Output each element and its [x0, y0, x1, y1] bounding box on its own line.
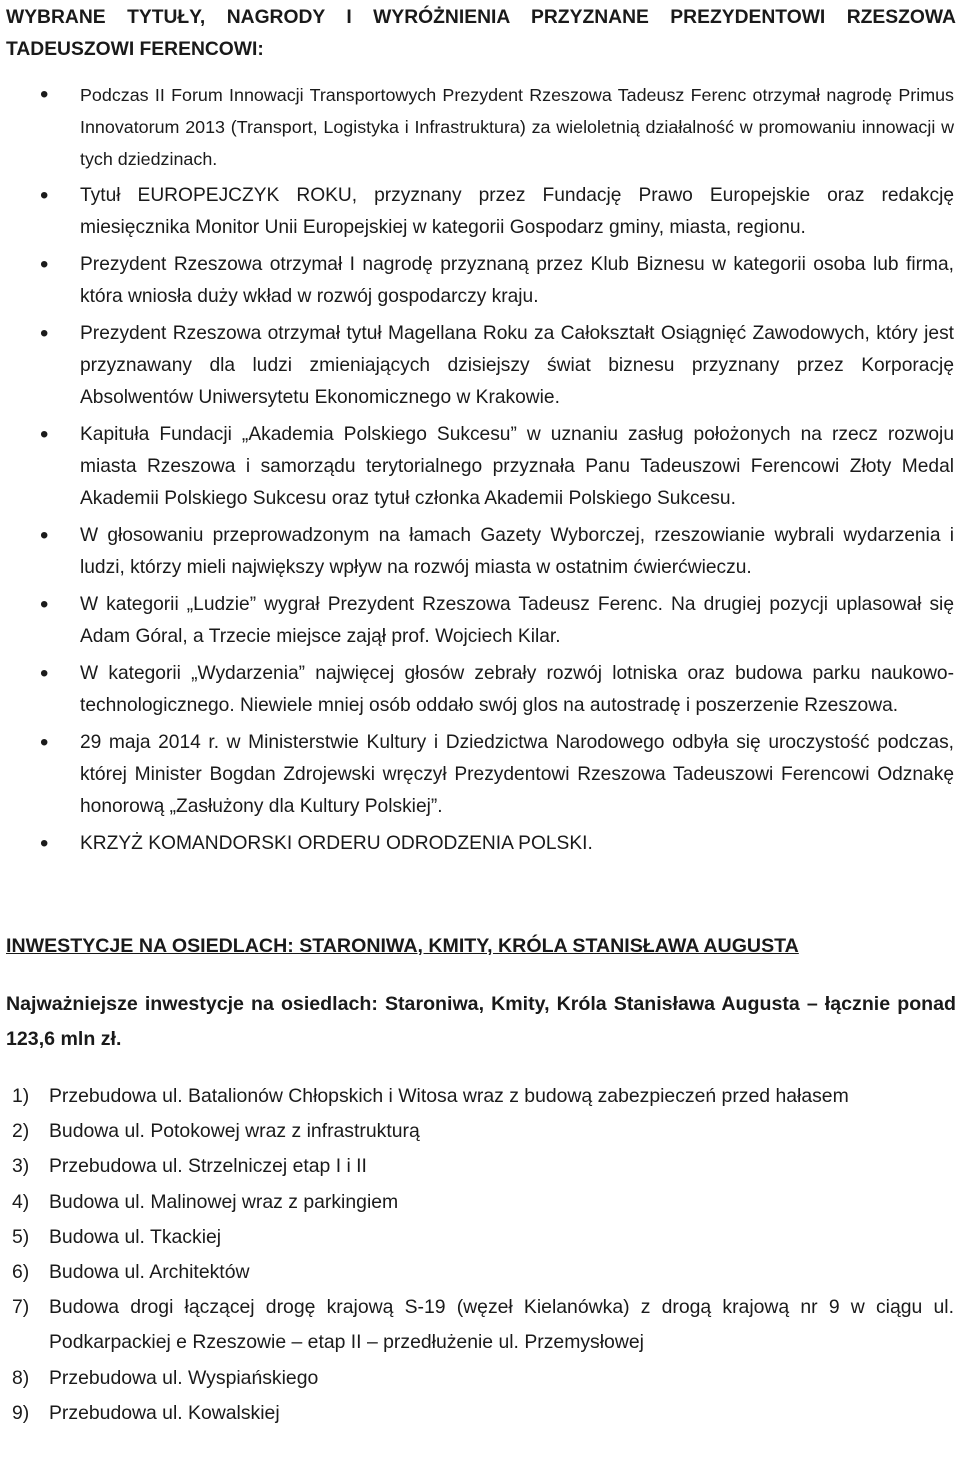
- award-item: • Prezydent Rzeszowa otrzymał I nagrodę przyznaną przez Klub Biznesu w kategorii osoba lub firma, która wniosła duży wkład w rozwój gospodarczy kraju.: [0, 249, 960, 313]
- investment-number: 9): [12, 1401, 30, 1424]
- investment-text: Budowa ul. Malinowej wraz z parkingiem: [49, 1190, 399, 1213]
- award-item: • W kategorii „Ludzie” wygrał Prezydent Rzeszowa Tadeusz Ferenc. Na drugiej pozycji uplasował się Adam Góral, a Trzecie miejsce zajął prof. Wojciech Kilar.: [0, 589, 960, 653]
- investments-heading: INWESTYCJE NA OSIEDLACH: STARONIWA, KMITY, KRÓLA STANISŁAWA AUGUSTA: [6, 935, 799, 957]
- investment-text: Budowa drogi łączącej drogę krajową S-19 (węzeł Kielanówka) z drogą krajową nr 9 w ciągu ul. Podkarpackiej e Rzeszowie – etap II – przedłużenie ul. Przemysłowej: [49, 1296, 954, 1354]
- investment-text: Budowa ul. Architektów: [49, 1261, 250, 1284]
- investment-text: Przebudowa ul. Strzelniczej etap I i II: [49, 1155, 367, 1178]
- award-item: • W głosowaniu przeprowadzonym na łamach Gazety Wyborczej, rzeszowianie wybrali wydarzenia i ludzi, którzy mieli największy wpływ na rozwój miasta w ostatnim ćwierćwieczu.: [0, 520, 960, 584]
- investment-number: 2): [12, 1120, 30, 1143]
- investments-summary: Najważniejsze inwestycje na osiedlach: Staroniwa, Kmity, Króla Stanisława Augusta – łącznie ponad 123,6 mln zł.: [6, 993, 956, 1050]
- awards-list: [0, 79, 960, 865]
- award-item: • Kapituła Fundacji „Akademia Polskiego Sukcesu” w uznaniu zasług położonych na rzecz rozwoju miasta Rzeszowa i samorządu terytorialnego przyznała Panu Tadeuszowi Ferencowi Złoty Medal Akademii Polskiego Sukcesu oraz tytuł członka Akademii Polskiego Sukcesu.: [0, 419, 960, 515]
- investment-text: Przebudowa ul. Wyspiańskiego: [49, 1366, 319, 1389]
- investment-item: [0, 1149, 960, 1184]
- investment-item: [0, 1255, 960, 1290]
- award-item: • W kategorii „Wydarzenia” najwięcej głosów zebrały rozwój lotniska oraz budowa parku naukowo-technologicznego. Niewiele mniej osób oddało swój glos na autostradę i poszerzenie Rzeszowa.: [0, 658, 960, 722]
- award-item: • Podczas II Forum Innowacji Transportowych Prezydent Rzeszowa Tadeusz Ferenc otrzymał nagrodę Primus Innovatorum 2013 (Transport, Logistyka i Infrastruktura) za wieloletnią działalność w promowaniu innowacji w tych dziedzinach.: [0, 79, 960, 175]
- investment-text: Przebudowa ul. Batalionów Chłopskich i Witosa wraz z budową zabezpieczeń przed hałasem: [49, 1085, 849, 1107]
- investment-item: [0, 1114, 960, 1149]
- investment-text: Budowa ul. Potokowej wraz z infrastrukturą: [49, 1120, 420, 1143]
- investment-text: Przebudowa ul. Kowalskiej: [49, 1401, 280, 1424]
- investment-item: [0, 1079, 960, 1114]
- investment-item: [0, 1361, 960, 1396]
- investment-number: 5): [12, 1225, 30, 1248]
- investment-text: Budowa ul. Tkackiej: [49, 1225, 222, 1248]
- investment-number: 8): [12, 1366, 30, 1389]
- award-item: • 29 maja 2014 r. w Ministerstwie Kultury i Dziedzictwa Narodowego odbyła się uroczystość podczas, której Minister Bogdan Zdrojewski wręczył Prezydentowi Rzeszowa Tadeuszowi Ferencowi Odznakę honorową „Zasłużony dla Kultury Polskiej”.: [0, 727, 960, 823]
- award-item: • Tytuł EUROPEJCZYK ROKU, przyznany przez Fundację Prawo Europejskie oraz redakcję miesięcznika Monitor Unii Europejskiej w kategorii Gospodarz gminy, miasta, regionu.: [0, 180, 960, 244]
- investment-item: [0, 1185, 960, 1220]
- investment-item: [0, 1220, 960, 1255]
- award-item: • KRZYŻ KOMANDORSKI ORDERU ODRODZENIA POLSKI.: [0, 828, 960, 860]
- investments-list: [0, 1079, 960, 1431]
- investment-number: 7): [12, 1296, 30, 1319]
- investment-number: 3): [12, 1155, 30, 1178]
- investment-number: 1): [12, 1085, 30, 1107]
- investment-item: [0, 1290, 960, 1360]
- investment-item: [0, 1396, 960, 1431]
- awards-heading: WYBRANE TYTUŁY, NAGRODY I WYRÓŻNIENIA PRZYZNANE PREZYDENTOWI RZESZOWA TADEUSZOWI FERENCOWI:: [6, 7, 956, 60]
- investment-number: 6): [12, 1261, 30, 1284]
- investment-number: 4): [12, 1190, 30, 1213]
- award-item: • Prezydent Rzeszowa otrzymał tytuł Magellana Roku za Całokształt Osiągnięć Zawodowych, który jest przyznawany dla ludzi zmieniających dzisiejszy świat biznesu przyznany przez Korporację Absolwentów Uniwersytetu Ekonomicznego w Krakowie.: [0, 318, 960, 414]
